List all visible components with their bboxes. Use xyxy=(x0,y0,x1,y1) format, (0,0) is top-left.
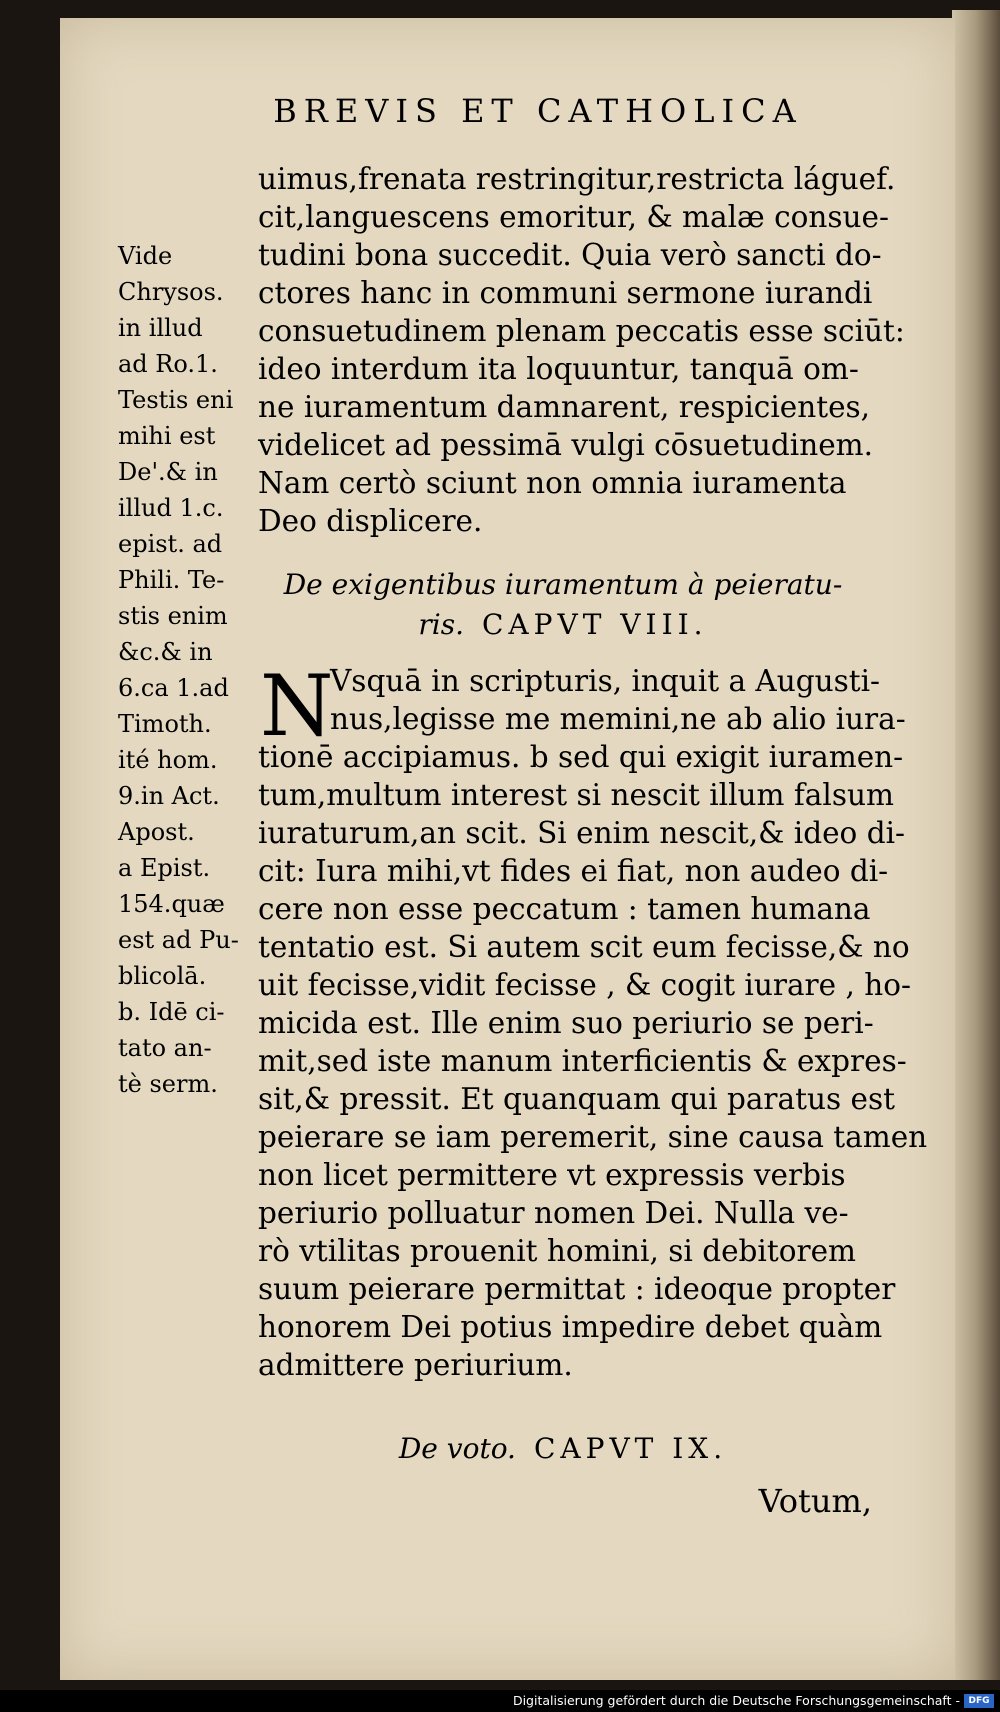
text-line: tentatio est. Si autem scit eum fecisse,& no xyxy=(258,930,910,964)
text-line: Deo displicere. xyxy=(258,504,483,538)
text-line: cere non esse peccatum : tamen humana xyxy=(258,892,871,926)
book-edge xyxy=(952,10,1000,1680)
text-line: uimus,frenata restringitur,restricta láguef. xyxy=(258,162,896,196)
digitization-footer xyxy=(0,1690,1000,1712)
margin-note-line: ité hom. xyxy=(118,746,218,774)
text-line: ctores hanc in communi sermone iurandi xyxy=(258,276,873,310)
text-line: uit fecisse,vidit fecisse , & cogit iurare , ho- xyxy=(258,968,911,1002)
chapter-8-title-cont xyxy=(258,608,868,641)
text-line: Vsquā in scripturis, inquit a Augusti- xyxy=(330,664,880,698)
text-line: nus,legisse me memini,ne ab alio iura- xyxy=(330,702,906,736)
dfg-logo-icon: DFG xyxy=(964,1694,994,1708)
text-line: tionē accipiamus. b sed qui exigit iuramen- xyxy=(258,740,904,774)
text-line: tum,multum interest si nescit illum falsum xyxy=(258,778,894,812)
text-line: cit,languescens emoritur, & malæ consue- xyxy=(258,200,889,234)
running-head: BREVIS ET CATHOLICA xyxy=(273,92,803,130)
text-line: micida est. Ille enim suo periurio se peri- xyxy=(258,1006,874,1040)
margin-note-line: blicolā. xyxy=(118,962,207,990)
margin-note-line: 6.ca 1.ad xyxy=(118,674,229,702)
paragraph-2 xyxy=(258,657,928,1384)
margin-note-line: b. Idē ci- xyxy=(118,998,225,1026)
paragraph-1 xyxy=(258,160,905,540)
text-line: peierare se iam peremerit, sine causa tamen xyxy=(258,1120,928,1154)
chapter-9-caput: CAPVT IX. xyxy=(533,1432,728,1465)
catchword: Votum, xyxy=(758,1482,872,1520)
margin-note-line: De'.& in xyxy=(118,458,218,486)
margin-note-line: 154.quæ xyxy=(118,890,225,918)
text-line: ideo interdum ita loquuntur, tanquā om- xyxy=(258,352,859,386)
text-line: periurio polluatur nomen Dei. Nulla ve- xyxy=(258,1196,849,1230)
margin-note-line: illud 1.c. xyxy=(118,494,224,522)
chapter-9-title: De voto. xyxy=(398,1432,516,1465)
margin-note-line: mihi est xyxy=(118,422,216,450)
margin-note-line: a Epist. xyxy=(118,854,211,882)
margin-note-line: Testis eni xyxy=(118,386,234,414)
text-line: non licet permittere vt expressis verbis xyxy=(258,1158,846,1192)
margin-note-line: ad Ro.1. xyxy=(118,350,218,378)
margin-note-line: stis enim xyxy=(118,602,228,630)
text-line: cit: Iura mihi,vt fides ei fiat, non audeo di- xyxy=(258,854,889,888)
chapter-9-title-block xyxy=(258,1432,868,1465)
text-line: iuraturum,an scit. Si enim nescit,& ideo di- xyxy=(258,816,905,850)
text-line: rò vtilitas prouenit homini, si debitorem xyxy=(258,1234,857,1268)
chapter-8-caput: CAPVT VIII. xyxy=(482,608,708,641)
margin-note-line: tè serm. xyxy=(118,1070,218,1098)
margin-note-line: &c.& in xyxy=(118,638,213,666)
text-line: Nam certò sciunt non omnia iuramenta xyxy=(258,466,847,500)
margin-note-line: tato an- xyxy=(118,1034,212,1062)
margin-note-line: in illud xyxy=(118,314,203,342)
margin-note-line: epist. ad xyxy=(118,530,223,558)
margin-note-line: Vide xyxy=(118,242,173,270)
text-line: consuetudinem plenam peccatis esse sciūt: xyxy=(258,314,905,348)
margin-note-line: 9.in Act. xyxy=(118,782,220,810)
margin-note-line: Chrysos. xyxy=(118,278,224,306)
margin-note-line: Phili. Te- xyxy=(118,566,225,594)
margin-note-line: est ad Pu- xyxy=(118,926,239,954)
text-line: admittere periurium. xyxy=(258,1348,573,1382)
text-line: ne iuramentum damnarent, respicientes, xyxy=(258,390,871,424)
drop-cap: N xyxy=(260,657,334,755)
footer-credit: Digitalisierung gefördert durch die Deutsche Forschungsgemeinschaft - xyxy=(512,1693,960,1708)
text-line: mit,sed iste manum interficientis & expres- xyxy=(258,1044,907,1078)
text-line: honorem Dei potius impedire debet quàm xyxy=(258,1310,883,1344)
text-line: sit,& pressit. Et quanquam qui paratus est xyxy=(258,1082,895,1116)
margin-notes xyxy=(118,238,248,1102)
text-line: videlicet ad pessimā vulgi cōsuetudinem. xyxy=(258,428,874,462)
margin-note-line: Apost. xyxy=(118,818,195,846)
chapter-8-title: De exigentibus iuramentum à peieratu- xyxy=(283,568,843,601)
chapter-8-title-end: ris. xyxy=(418,608,464,641)
text-line: suum peierare permittat : ideoque propter xyxy=(258,1272,896,1306)
text-line: tudini bona succedit. Quia verò sancti do- xyxy=(258,238,882,272)
margin-note-line: Timoth. xyxy=(118,710,212,738)
